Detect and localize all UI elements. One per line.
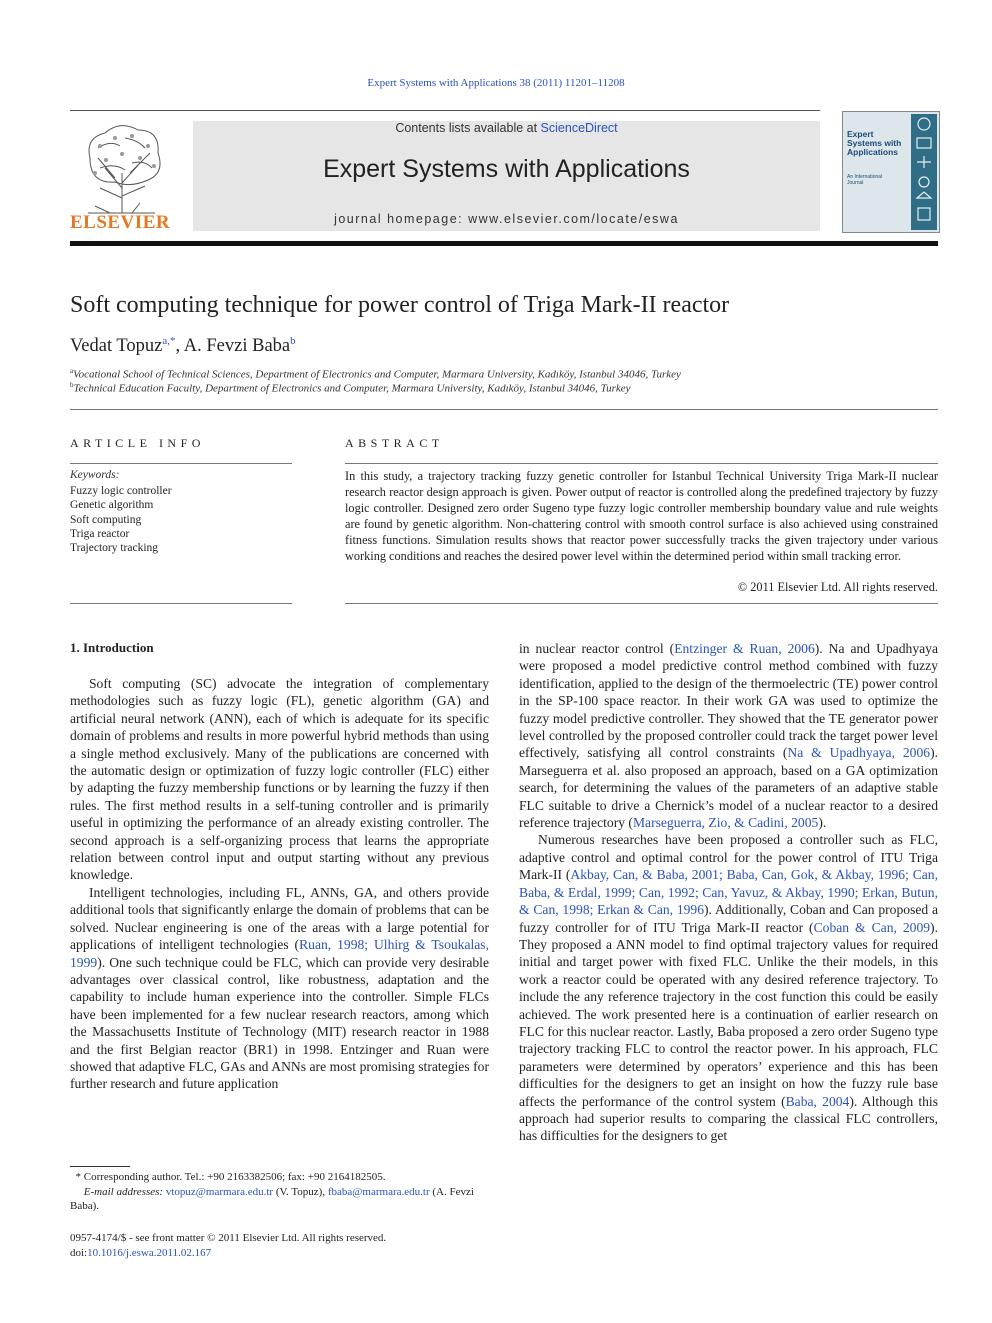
abstract-copyright: © 2011 Elsevier Ltd. All rights reserved. (737, 580, 938, 594)
email-link[interactable]: vtopuz@marmara.edu.tr (165, 1185, 274, 1198)
affil-mark: a (70, 367, 74, 375)
header-thick-rule (70, 241, 938, 246)
footnote-rule (70, 1166, 130, 1167)
paragraph-text: ). Additionally, Coban and Can proposed a fuzzy controller for of ITU Triga Mark-II reactor ( (519, 902, 938, 935)
article-title: Soft computing technique for power control of Triga Mark-II reactor (70, 292, 730, 318)
article-info-rule (70, 603, 292, 604)
author-affil-mark[interactable]: b (290, 335, 296, 347)
author-separator: , (175, 336, 184, 357)
doi-link[interactable]: 10.1016/j.eswa.2011.02.167 (87, 1246, 212, 1259)
author-list (70, 335, 296, 357)
paragraph-text: ). Although this approach had superior results to comparing the classical FLC controllers, has difficulties for the designers to get (519, 1093, 938, 1144)
paragraph-text: ). They proposed a ANN model to find optimal trajectory values for required initial and target power with fixed FLC. Unlike the their models, in this work a reactor could be operated with any desired reference trajectory. To include the any reference trajectory in the cost function this could be easily achieved. The work presented here is a continuation of earlier research on FLC for this nuclear reactor. Lastly, Baba proposed a zero order Sugeno type trajectory tracking FLC to control the reactor power. In his approach, FLC parameters were determined by operators’ experience and this has been difficulties for the designers to get an insight on how the fuzzy rule base affects the performance of the control system ( (519, 919, 938, 1109)
affiliation-b (70, 381, 631, 395)
citation-link[interactable]: Ruan, 1998; Ulhirg & Tsoukalas, 1999 (70, 937, 489, 970)
affil-text: Vocational School of Technical Sciences, Department of Electronics and Computer, Marmara University, Kadıköy, Istanbul 34046, Turkey (73, 368, 681, 381)
paragraph-text: Intelligent technologies, including FL, ANNs, GA, and others provide additional tools that significantly enlarge the domain of problems that can be solved. Nuclear engineering is one of the areas with a large potential for applications of intelligent technologies ( (70, 884, 489, 953)
citation-link[interactable]: Akbay, Can, & Baba, 2001; Baba, Can, Gok, & Akbay, 1996; Can, Baba, & Erdal, 1999; Can, 1992; Can, Yavuz, & Akbay, 1990; Erkan, Butun, & Can, 1998; Erkan & Can, 1996 (519, 867, 938, 918)
email-owner: (A. Fevzi Baba). (70, 1185, 474, 1212)
keyword: Soft computing (70, 513, 142, 526)
cover-title: Expert Systems with Applications (847, 129, 902, 157)
author-name[interactable]: Vedat Topuz (70, 336, 163, 357)
sciencedirect-link[interactable]: ScienceDirect (540, 121, 618, 135)
paragraph-text: ). (818, 815, 827, 831)
cover-icon-strip (911, 114, 937, 230)
author-affil-mark[interactable]: a,* (162, 335, 176, 347)
contents-available-line (193, 121, 820, 135)
email-link[interactable]: fbaba@marmara.edu.tr (327, 1185, 430, 1198)
citation-link[interactable]: Entzinger & Ruan, 2006 (674, 641, 815, 656)
abstract-rule (345, 463, 938, 464)
article-info-rule (70, 463, 292, 464)
keywords-label: Keywords: (70, 469, 120, 481)
journal-homepage[interactable]: journal homepage: www.elsevier.com/locate/eswa (334, 212, 679, 226)
footnote-line (70, 1185, 489, 1214)
citation-link[interactable]: Marseguerra, Zio, & Cadini, 2005 (632, 815, 819, 831)
journal-citation[interactable]: Expert Systems with Applications 38 (2011) 11201–11208 (367, 77, 625, 89)
paragraph-text: Numerous researches have been proposed a controller such as FLC, adaptive control and optimal control for the power control of ITU Triga Mark-II ( (519, 832, 938, 883)
email-owner: (V. Topuz), (273, 1185, 328, 1198)
citation-link[interactable]: Coban & Can, 2009 (813, 919, 931, 935)
paragraph: Soft computing (SC) advocate the integration of complementary methodologies such as fuzzy logic (FL), genetic algorithm (GA) and artificial neural network (ANN), each of which is adequate for its specific domain of problems and results in more powerful hybrid methods than using a single method exclusively. Many of the publications are concerned with the automatic design or optimization of fuzzy logic controller (FLC) either by adapting the fuzzy membership functions or by learning the fuzzy if then rules. The first method results in a self-tuning controller and is primarily useful in optimizing the performance of an already existing controller. The second approach is a self-organizing process that learns the appropriate relation between control input and output starting without any previous knowledge. (70, 676, 489, 883)
paragraph-text: ). One such technique could be FLC, which can provide very desirable advantages over classical control, like robustness, adaptation and the capability to include human experience into the controller. Simple FLCs have been implemented for a few nuclear research reactors, among which the Massachusetts Institute of Technology (MIT) research reactor in 1988 and the first Belgian reactor (BR1) in 1998. Entzinger and Ruan were showed that adaptive FLC, GAs and ANNs are most promising strategies for further research and future application (70, 954, 489, 1092)
keyword: Fuzzy logic controller (70, 485, 172, 497)
keywords-list (70, 484, 172, 555)
section-heading: 1. Introduction (70, 640, 154, 655)
paragraph-text: ). Na and Upadhyaya were proposed a model predictive control method combined with fuzzy identification, applied to the design of the thermoelectric (TE) power control in the SP-100 space reactor. In their work GA was used to optimize the fuzzy model predictive controller. They showed that the TE generator power level controlled by the proposed controller could track the target power level effectively, satisfying all control constraints ( (519, 641, 938, 761)
affil-text: Technical Education Faculty, Department of Electronics and Computer, Marmara University, Kadıköy, Istanbul 34046, Turkey (73, 382, 631, 395)
doi-label: doi: (70, 1246, 88, 1259)
author-name[interactable]: A. Fevzi Baba (183, 336, 291, 357)
abstract-heading: ABSTRACT (345, 436, 444, 450)
footnote-line (70, 1170, 489, 1185)
email-label: E-mail addresses: (83, 1185, 164, 1198)
affil-mark: b (70, 381, 74, 389)
header-rule (70, 110, 820, 111)
citation-link[interactable]: Baba, 2004 (785, 1093, 850, 1109)
paragraph-text: in nuclear reactor control ( (519, 641, 675, 656)
cover-icons (911, 114, 937, 230)
doi-line (70, 1246, 386, 1261)
elsevier-wordmark: ELSEVIER (70, 212, 171, 233)
corresponding-author-footnote (70, 1170, 489, 1214)
body-column-right (519, 640, 938, 1145)
paragraph (70, 884, 489, 1093)
citation-link[interactable]: Na & Upadhyaya, 2006 (787, 745, 931, 761)
journal-title: Expert Systems with Applications (323, 155, 690, 183)
cover-subtitle: An International Journal (847, 174, 883, 186)
affiliation-a (70, 367, 681, 381)
abstract-rule (345, 603, 938, 604)
body-column-left (70, 675, 489, 1093)
paragraph-text: ). Marseguerra et al. also proposed an approach, based on a GA optimization search, for determining the values of the parameters of an adaptive stable FLC suitable to drive a Chernick’s model of a nuclear reactor to a desired reference trajectory ( (519, 745, 939, 831)
paragraph (519, 640, 938, 831)
section-rule (70, 409, 938, 410)
keyword: Triga reactor (70, 527, 130, 540)
keyword: Genetic algorithm (70, 499, 154, 512)
abstract-text: In this study, a trajectory tracking fuzzy genetic controller for Istanbul Technical University Triga Mark-II nuclear research reactor design approach is given. Power output of reactor is controlled along the predefined trajectory by fuzzy logic controller. Designed zero order Sugeno type fuzzy logic controller membership boundary value and rule weights are found by genetic algorithm. Non-chattering control with smooth control surface is also achieved using constrained fitness functions. Simulation results shows that reactor power successfully tracks the given trajectory under various working conditions and reaches the desired power level within the determined period within small tracking error. (345, 469, 938, 564)
issn-line: 0957-4174/$ - see front matter © 2011 Elsevier Ltd. All rights reserved. (70, 1232, 387, 1244)
issn-block (70, 1231, 386, 1260)
contents-prefix: Contents lists available at (395, 121, 541, 135)
footnote-star: * (75, 1171, 81, 1183)
keyword: Trajectory tracking (70, 542, 159, 555)
journal-cover-thumbnail (842, 111, 940, 233)
paragraph (519, 831, 938, 1144)
article-info-heading: ARTICLE INFO (70, 436, 205, 450)
footnote-text: Corresponding author. Tel.: +90 2163382506; fax: +90 2164182505. (81, 1171, 386, 1183)
